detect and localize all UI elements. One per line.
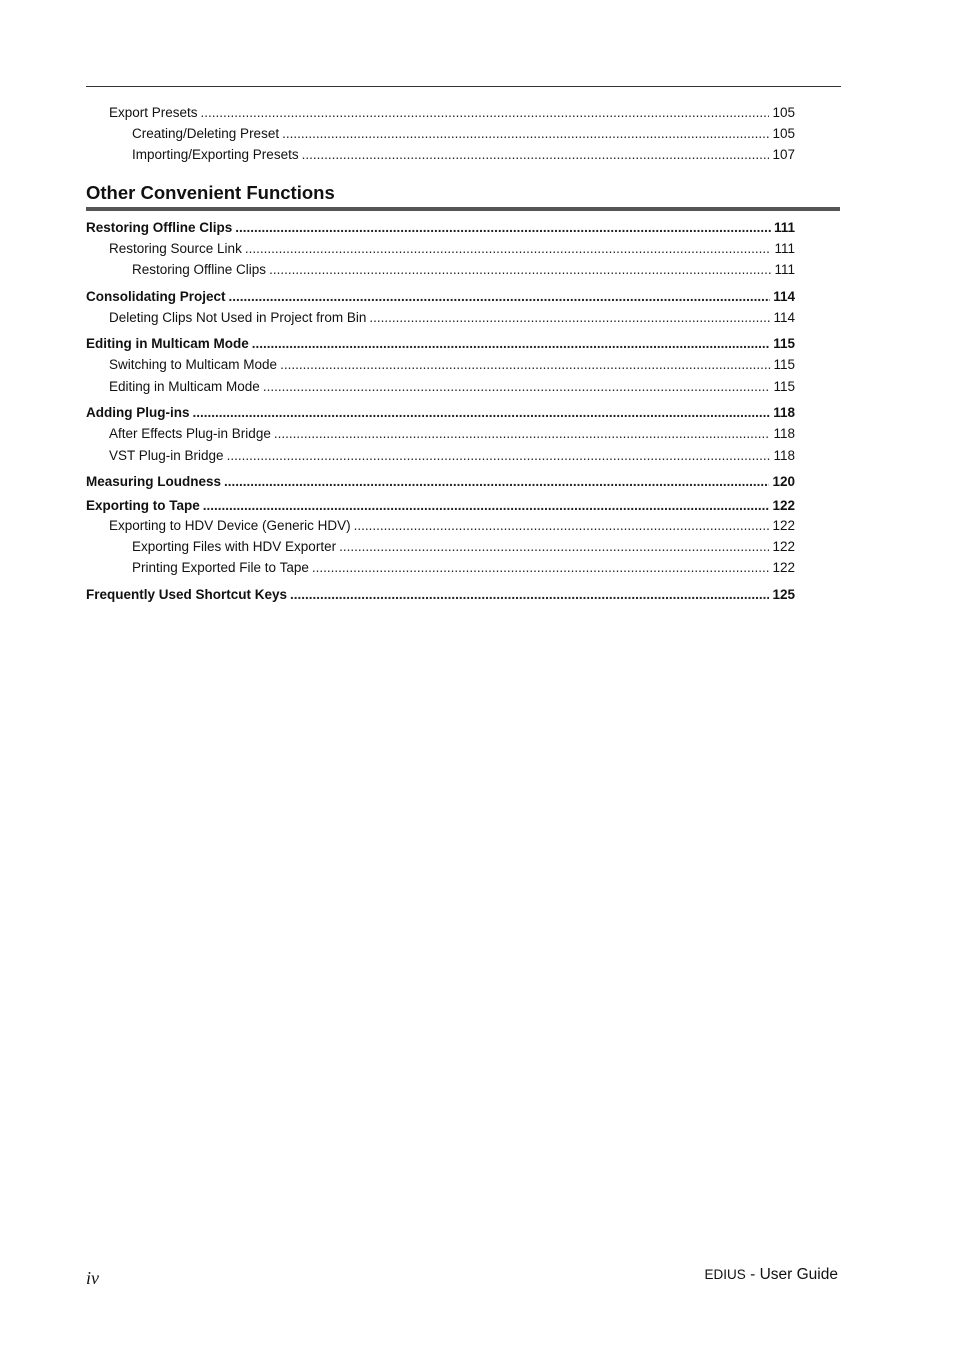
toc-entry-title: Importing/Exporting Presets — [132, 147, 299, 162]
toc-entry-title: Adding Plug-ins — [86, 405, 190, 420]
toc-entry-page: 107 — [772, 147, 795, 162]
toc-entry[interactable] — [0, 288, 795, 306]
toc-entry-page: 125 — [772, 587, 795, 602]
toc-entry[interactable] — [0, 219, 795, 237]
toc-leader-dots — [201, 104, 770, 122]
toc-leader-dots — [354, 517, 770, 535]
toc-entry[interactable] — [0, 125, 795, 143]
footer-guide: User Guide — [759, 1266, 838, 1283]
toc-entry[interactable] — [0, 356, 795, 374]
toc-entry-title: Printing Exported File to Tape — [132, 560, 309, 575]
toc-entry[interactable] — [0, 404, 795, 422]
toc-entry[interactable] — [0, 517, 795, 535]
footer-page-number: iv — [86, 1268, 99, 1288]
toc-entry-page: 115 — [773, 336, 795, 351]
toc-entry[interactable] — [0, 586, 795, 604]
toc-leader-dots — [203, 497, 770, 515]
toc-leader-dots — [339, 538, 769, 556]
toc-leader-dots — [193, 404, 771, 422]
toc-entry[interactable] — [0, 309, 795, 327]
toc-entry-title: Switching to Multicam Mode — [109, 357, 278, 372]
toc-entry-page: 122 — [772, 498, 795, 513]
toc-leader-dots — [245, 240, 772, 258]
toc-entry[interactable] — [0, 538, 795, 556]
toc-leader-dots — [235, 219, 771, 237]
toc-entry-page: 118 — [773, 448, 795, 463]
toc-entry-page: 105 — [772, 105, 795, 120]
toc-entry-title: Editing in Multicam Mode — [109, 379, 260, 394]
toc-entry-title: Frequently Used Shortcut Keys — [86, 587, 288, 602]
toc-entry-page: 105 — [772, 126, 795, 141]
toc-entry[interactable] — [0, 335, 795, 353]
toc-entry[interactable] — [0, 104, 795, 122]
toc-entry-page: 120 — [772, 474, 795, 489]
toc-entry-title: Deleting Clips Not Used in Project from Bin — [109, 310, 367, 325]
toc-entry[interactable] — [0, 559, 795, 577]
toc-leader-dots — [263, 378, 771, 396]
toc-entry[interactable] — [0, 146, 795, 164]
toc-leader-dots — [302, 146, 770, 164]
toc-entry-page: 122 — [772, 560, 795, 575]
toc-entry-page: 114 — [773, 289, 795, 304]
toc-entry-title: Restoring Offline Clips — [132, 262, 267, 277]
toc-entry-title: Editing in Multicam Mode — [86, 336, 249, 351]
toc-entry[interactable] — [0, 425, 795, 443]
toc-leader-dots — [312, 559, 770, 577]
toc-entry-title: After Effects Plug-in Bridge — [109, 426, 271, 441]
toc-leader-dots — [280, 356, 770, 374]
toc-entry-title: Restoring Source Link — [109, 241, 242, 256]
toc-entry[interactable] — [0, 378, 795, 396]
toc-leader-dots — [369, 309, 770, 327]
toc-entry-title: Measuring Loudness — [86, 474, 222, 489]
toc-leader-dots — [229, 288, 771, 306]
footer-separator: - — [745, 1266, 760, 1283]
toc-leader-dots — [290, 586, 769, 604]
toc-entry-page: 122 — [772, 518, 795, 533]
toc-leader-dots — [252, 335, 770, 353]
toc-entry-title: Restoring Offline Clips — [86, 220, 233, 235]
toc-entry-title: Exporting to Tape — [86, 498, 200, 513]
toc-leader-dots — [224, 473, 769, 491]
toc-entry-page: 115 — [773, 357, 795, 372]
toc-leader-dots — [282, 125, 769, 143]
header-rule — [86, 86, 841, 87]
toc-entry-title: Exporting to HDV Device (Generic HDV) — [109, 518, 351, 533]
toc-entry-title: Consolidating Project — [86, 289, 226, 304]
toc-entry-page: 122 — [772, 539, 795, 554]
toc-entry-title: VST Plug-in Bridge — [109, 448, 224, 463]
toc-leader-dots — [227, 447, 771, 465]
toc-entry-title: Creating/Deleting Preset — [132, 126, 280, 141]
toc-entry-page: 114 — [773, 310, 795, 325]
toc-entry-page: 111 — [774, 262, 795, 277]
footer-document-title — [705, 1264, 838, 1286]
toc-entry-title: Export Presets — [109, 105, 198, 120]
toc-entry[interactable] — [0, 240, 795, 258]
section-title: Other Convenient Functions — [86, 182, 335, 203]
toc-leader-dots — [269, 261, 771, 279]
toc-leader-dots — [274, 425, 771, 443]
section-rule — [86, 207, 840, 211]
footer-brand: EDIUS — [704, 1267, 746, 1282]
toc-entry[interactable] — [0, 447, 795, 465]
toc-entry[interactable] — [0, 497, 795, 515]
toc-entry-page: 118 — [773, 405, 795, 420]
toc-entry[interactable] — [0, 473, 795, 491]
toc-entry-page: 118 — [773, 426, 795, 441]
toc-entry-title: Exporting Files with HDV Exporter — [132, 539, 337, 554]
toc-entry-page: 111 — [774, 241, 795, 256]
toc-entry[interactable] — [0, 261, 795, 279]
toc-entry-page: 115 — [773, 379, 795, 394]
toc-entry-page: 111 — [773, 220, 795, 235]
